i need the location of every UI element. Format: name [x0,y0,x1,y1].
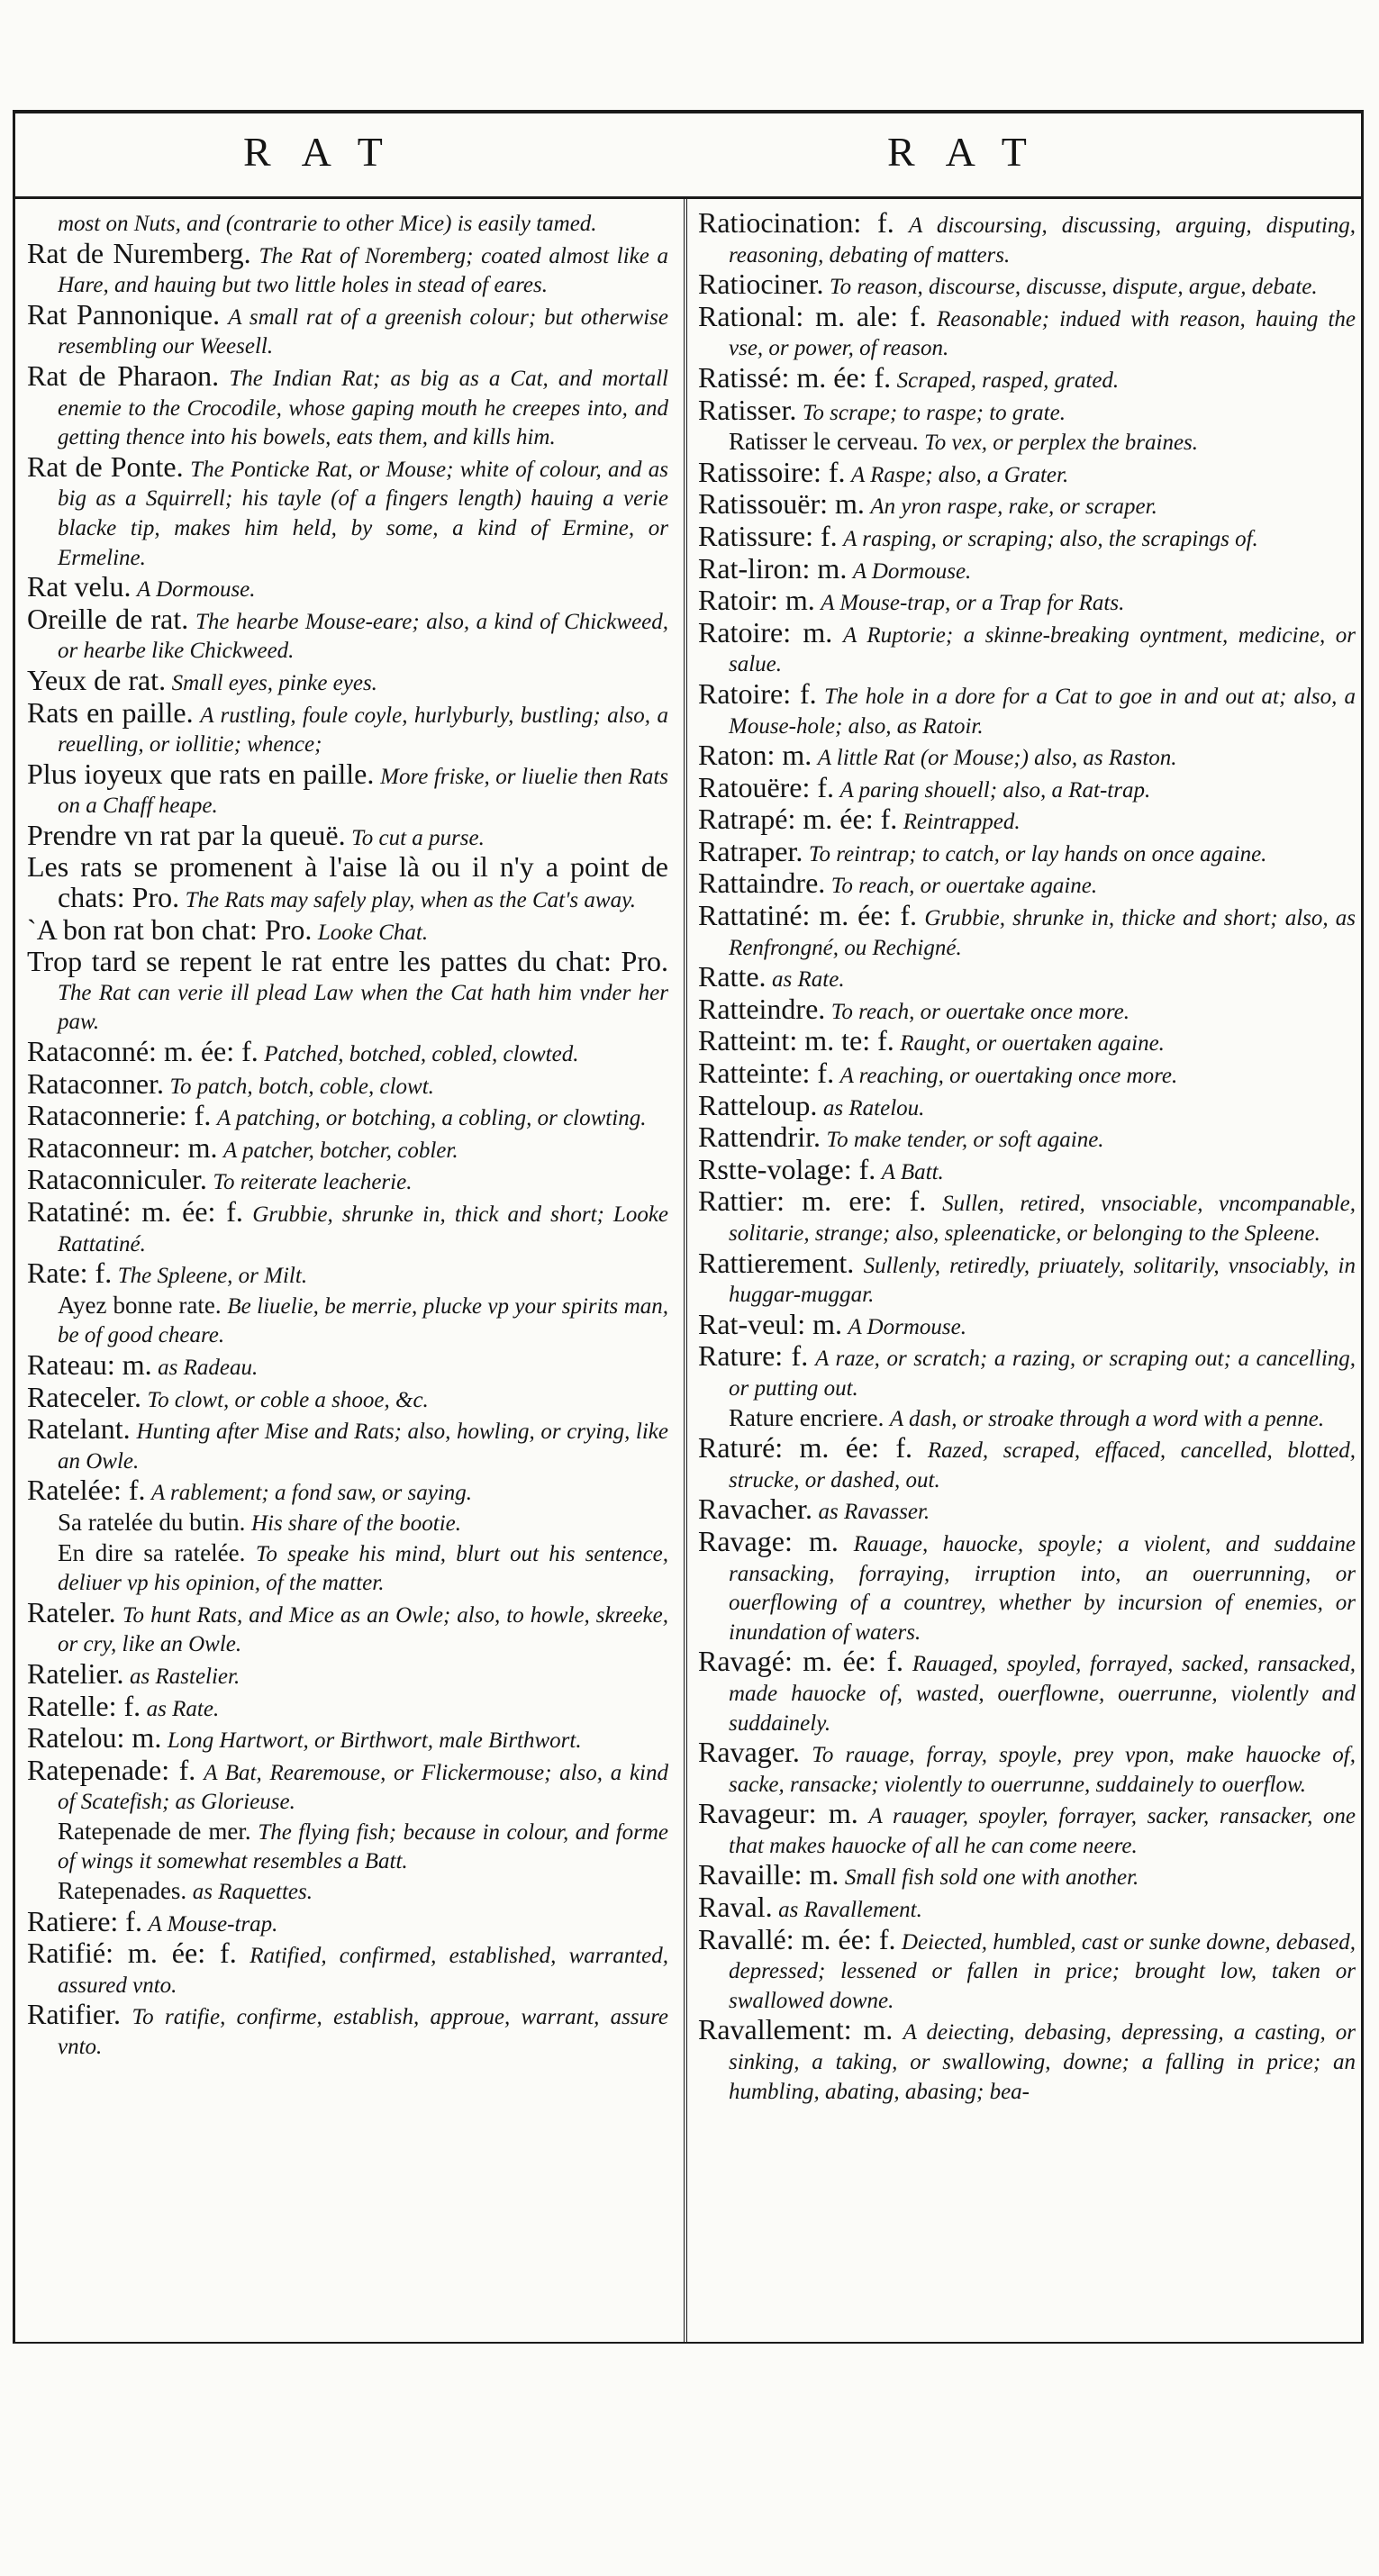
entry-headword: Ratifié: m. ée: f. [27,1937,237,1970]
entry-definition: Reasonable; indued with reason, hauing the vse, or power, of reason. [729,306,1356,361]
dictionary-entry [58,1539,668,1598]
entry-definition: as Rastelier. [130,1664,240,1689]
entry-headword: Rataconné: m. ée: f. [27,1035,259,1068]
entry-definition: Sullenly, retiredly, priuately, solitarily, vnsociably, in huggar-muggar. [729,1253,1356,1308]
entry-headword: Ratisser le cerveau. [729,428,919,456]
dictionary-entry [27,358,668,452]
dictionary-entry [698,1922,1356,2016]
dictionary-entry [698,805,1356,837]
entry-definition: To make tender, or soft againe. [826,1128,1104,1153]
entry-headword: Ratteint: m. te: f. [698,1024,894,1057]
entry-definition: To reach, or ouertake once more. [830,999,1130,1024]
dictionary-entry [698,1524,1356,1646]
entry-definition: More friske, or liuelie then Rats on a Chaff heape. [58,764,668,819]
entry-headword: Ravacher. [698,1492,813,1526]
dictionary-entry [729,1404,1356,1434]
entry-definition: A patcher, botcher, cobler. [222,1138,458,1163]
entry-headword: Rstte-volage: f. [698,1152,876,1185]
entry-definition: A rauager, spoyler, forrayer, sacker, ransacker, one that makes hauocke of all he can come neere. [729,1804,1356,1858]
dictionary-entry [27,1689,668,1724]
dictionary-entry [698,1059,1356,1091]
entry-headword: Rataconniculer. [27,1163,207,1196]
entry-definition: To clowt, or coble a shooe, &c. [147,1387,429,1412]
entry-definition: as Rate. [772,967,845,993]
dictionary-entry [698,992,1356,1027]
entry-definition: A Mouse-trap. [148,1911,278,1937]
entry-headword: Ratteindre. [698,992,826,1025]
entry-definition: as Ravallement. [778,1898,922,1923]
header-right-word: RAT [887,129,1057,175]
entry-headword: Ravagé: m. ée: f. [698,1645,903,1678]
entry-headword: Ratte. [698,960,767,993]
entry-definition: To vex, or perplex the braines. [924,431,1199,456]
entry-definition: To reason, discourse, discusse, dispute, argue, debate. [830,275,1318,300]
dictionary-entry [698,1339,1356,1402]
dictionary-entry [698,270,1356,302]
dictionary-entry [27,1066,668,1102]
entry-headword: `A bon rat bon chat: Pro. [27,912,313,946]
dictionary-entry [27,1195,668,1258]
entry-headword: Ratelou: m. [27,1721,162,1755]
entry-headword: Oreille de rat. [27,602,189,635]
entry-definition: To reintrap; to catch, or lay hands on once againe. [808,841,1267,866]
entry-headword: Rat-liron: m. [698,551,848,585]
entry-definition: A small rat of a greenish colour; but otherwise resembling our Weesell. [58,304,668,359]
entry-definition: His share of the bootie. [250,1510,462,1536]
entry-headword: Rature encriere. [729,1403,885,1431]
dictionary-entry [27,850,668,914]
entry-definition: The Rat can verie ill plead Law when the Cat hath him vnder her paw. [58,980,668,1035]
dictionary-entry [27,1656,668,1692]
dictionary-entry [698,1246,1356,1310]
dictionary-entry [27,1753,668,1817]
dictionary-entry [27,1476,668,1508]
dictionary-entry [698,299,1356,363]
entry-headword: Trop tard se repent le rat entre les pattes du chat: Pro. [27,945,668,978]
entry-definition: To cut a purse. [351,825,485,850]
entry-headword: Ratisser. [698,393,797,426]
entry-headword: Ratissé: m. ée: f. [698,360,892,394]
entry-headword: Ratiere: f. [27,1904,142,1937]
entry-definition: The flying fish; because in colour, and forme of wings it somewhat resembles a Batt. [58,1819,668,1874]
entry-headword: Ratraper. [698,834,803,867]
entry-definition: Deiected, humbled, cast or sunke downe, debased, depressed; lessened or fallen in price; brought low, taken or swallowed downe. [729,1929,1356,2013]
entry-definition: Be liuelie, be merrie, plucke vp your spirits man, be of good cheare. [58,1293,668,1348]
entry-definition: Small eyes, pinke eyes. [171,670,377,695]
entry-definition: The Ponticke Rat, or Mouse; white of colour, and as big as a Squirrell; his tayle (of a fingers length) hauing a verie blacke tip, makes him held, by some, a kind of Ermine, or Ermeline. [58,457,668,570]
entry-headword: Ratepenade: f. [27,1753,196,1786]
entry-definition: A Dormouse. [137,577,256,603]
dictionary-entry [27,209,668,239]
entry-headword: Ayez bonne rate. [58,1291,222,1319]
entry-headword: Raval. [698,1891,773,1924]
entry-headword: Rational: m. ale: f. [698,299,927,332]
entry-headword: Ratoire: f. [698,676,817,710]
dictionary-entry [27,570,668,604]
dictionary-entry [698,741,1356,773]
entry-definition: A Mouse-trap, or a Trap for Rats. [821,591,1125,616]
entry-headword: Ratepenade de mer. [58,1817,251,1845]
entry-definition: The Rats may safely play, when as the Cat's away. [185,888,637,913]
entry-definition: Rauaged, spoyled, forrayed, sacked, ransacked, made hauocke of, wasted, ouerflowne, ouerrunne, violently and suddainely. [729,1652,1356,1736]
entry-definition: A rustling, foule coyle, hurlyburly, bustling; also, a reuelling, or iollitie; whence; [58,703,668,757]
entry-headword: Rat velu. [27,570,132,603]
dictionary-entry [27,449,668,572]
dictionary-entry [27,1347,668,1383]
entry-definition: Sullen, retired, vnsociable, vncompanable, solitarie, strange; also, spleenaticke, or belonging to the Spleene. [729,1192,1356,1246]
entry-definition: A discoursing, discussing, arguing, disputing, reasoning, debating of matters. [729,213,1356,268]
entry-definition: as Raquettes. [192,1880,313,1905]
dictionary-entry [698,393,1356,428]
entry-headword: Ratepenades. [58,1877,187,1905]
dictionary-entry [698,1893,1356,1925]
entry-headword: Rateler. [27,1595,116,1628]
dictionary-entry [27,912,668,948]
entry-headword: Rats en paille. [27,695,194,729]
entry-definition: The hearbe Mouse-eare; also, a kind of Chickweed, or hearbe like Chickweed. [58,609,668,664]
left-column [27,209,668,2335]
entry-definition: Raught, or ouertaken againe. [900,1031,1165,1057]
header-rule [13,196,1364,199]
entry-headword: Rate: f. [27,1256,113,1290]
entry-definition: A rasping, or scraping; also, the scrapings of. [843,526,1258,551]
dictionary-entry [27,1939,668,2000]
entry-headword: Ratelier. [27,1656,124,1690]
entry-headword: Ratelle: f. [27,1689,141,1722]
entry-definition: To ratifie, confirme, establish, approue, warrant, assure vnto. [58,2005,668,2060]
right-column [698,209,1356,2335]
entry-headword: Rattatiné: m. ée: f. [698,899,917,932]
entry-headword: Ravager. [698,1736,800,1769]
entry-definition: The Rat of Noremberg; coated almost like a Hare, and hauing but two little holes in stead of eares. [58,243,668,298]
dictionary-entry [27,1721,668,1755]
entry-definition: A patching, or botching, a cobling, or clowting. [216,1106,647,1131]
entry-definition: Long Hartwort, or Birthwort, male Birthwort. [167,1728,582,1754]
dictionary-entry [27,1412,668,1475]
entry-definition: Small fish sold one with another. [844,1865,1139,1891]
entry-definition: Reintrapped. [903,810,1021,835]
entry-headword: Ratiocination: f. [698,209,894,239]
entry-headword: Rattaindre. [698,866,826,900]
entry-headword: Rat de Ponte. [27,449,184,483]
entry-definition: as Rate. [146,1696,220,1721]
dictionary-entry [698,1152,1356,1187]
entry-definition: To reiterate leacherie. [213,1170,413,1195]
dictionary-entry [698,360,1356,395]
dictionary-entry [27,1163,668,1197]
dictionary-entry [698,960,1356,994]
dictionary-entry [698,676,1356,740]
entry-definition: A Dormouse. [848,1314,966,1339]
dictionary-entry [27,602,668,666]
entry-headword: Ratatiné: m. ée: f. [27,1195,243,1228]
entry-definition: A rablement; a fond saw, or saying. [150,1481,472,1506]
entry-headword: Raton: m. [698,739,812,772]
dictionary-entry [698,1307,1356,1342]
entry-headword: Les rats se promenent à l'aise là ou il n'y a point de chats: Pro. [27,850,668,914]
dictionary-entry [27,1035,668,1069]
entry-definition: To hunt Rats, and Mice as an Owle; also, to howle, skreeke, or cry, like an Owle. [58,1602,668,1657]
dictionary-entry [698,1858,1356,1892]
dictionary-entry [698,1738,1356,1799]
dictionary-entry [698,1647,1356,1737]
entry-headword: Rataconner. [27,1066,164,1100]
entry-definition: Grubbie, shrunke in, thick and short; Looke Rattatiné. [58,1202,668,1256]
dictionary-entry [698,834,1356,869]
dictionary-entry [698,615,1356,679]
entry-definition: A Batt. [881,1159,944,1184]
entry-headword: Rat-veul: m. [698,1307,842,1340]
dictionary-entry [27,1099,668,1133]
dictionary-entry [698,899,1356,962]
entry-definition: To reach, or ouertake againe. [830,874,1098,899]
entry-headword: Plus ioyeux que rats en paille. [27,757,375,790]
entry-headword: Rateau: m. [27,1347,152,1381]
dictionary-entry [698,1184,1356,1247]
dictionary-entry [27,695,668,759]
dictionary-entry [58,1818,668,1876]
dictionary-entry [698,2013,1356,2106]
entry-headword: Ratoire: m. [698,615,833,649]
dictionary-entry [698,455,1356,490]
entry-definition: A paring shouell; also, a Rat-trap. [839,777,1151,803]
entry-headword: Yeux de rat. [27,663,167,696]
dictionary-entry [27,2000,668,2061]
entry-definition: The Spleene, or Milt. [117,1264,308,1289]
entry-headword: Ratifier. [27,1998,121,2031]
dictionary-entry [58,1292,668,1350]
dictionary-entry [698,770,1356,805]
dictionary-entry [27,1130,668,1166]
entry-headword: Rat de Pharaon. [27,358,220,392]
dictionary-entry [698,519,1356,554]
entry-headword: Ratteloup. [698,1088,818,1121]
entry-definition: Ratified, confirmed, established, warranted, assured vnto. [58,1944,668,1998]
entry-definition: A little Rat (or Mouse;) also, as Raston. [817,746,1177,771]
entry-definition: as Ratelou. [822,1095,925,1120]
entry-headword: Rat Pannonique. [27,297,221,331]
entry-headword: Raturé: m. ée: f. [698,1431,912,1465]
entry-headword: Rateceler. [27,1380,142,1413]
entry-headword: Rat de Nuremberg. [27,236,251,269]
dictionary-entry [729,428,1356,458]
entry-definition: To scrape; to raspe; to grate. [802,400,1066,425]
entry-headword: Ratelée: f. [27,1474,146,1507]
dictionary-entry [698,1120,1356,1155]
entry-definition: A raze, or scratch; a razing, or scraping out; a cancelling, or putting out. [729,1347,1356,1401]
entry-definition: Grubbie, shrunke in, thicke and short; also, as Renfrongné, ou Rechigné. [729,906,1356,960]
entry-headword: Sa ratelée du butin. [58,1508,246,1536]
dictionary-entry [27,1256,668,1291]
entry-headword: Ratouëre: f. [698,770,835,803]
dictionary-entry [58,1509,668,1538]
entry-definition: A reaching, or ouertaking once more. [839,1064,1178,1089]
entry-definition: To speake his mind, blurt out his sentence, deliuer vp his opinion, of the matter. [58,1541,668,1596]
dictionary-entry [27,663,668,698]
dictionary-entry [58,1877,668,1907]
entry-definition: Looke Chat. [317,920,429,945]
entry-definition: Rauage, hauocke, spoyle; a violent, and suddaine ransacking, forraying, irruption into, an ouerrunning, or ouerflowing of a countrey, whether by incursion of enemies, or inundation of waters. [729,1531,1356,1645]
dictionary-entry [27,1904,668,1939]
entry-headword: Ratissoire: f. [698,455,846,488]
entry-headword: Ratissouër: m. [698,487,865,521]
dictionary-entry [698,1492,1356,1527]
dictionary-entry [698,1431,1356,1494]
entry-headword: Ravage: m. [698,1524,839,1557]
dictionary-entry [27,1380,668,1415]
entry-definition: as Radeau. [158,1355,259,1380]
entry-definition: A Dormouse. [852,558,972,584]
entry-definition: A dash, or stroake through a word with a penne. [889,1406,1325,1431]
entry-definition: most on Nuts, and (contrarie to other Mice) is easily tamed. [58,212,597,236]
entry-headword: Ratrapé: m. ée: f. [698,803,898,836]
entry-definition: A Raspe; also, a Grater. [851,462,1069,487]
dictionary-entry [698,1024,1356,1058]
entry-headword: Rattendrir. [698,1120,821,1154]
entry-headword: Ratoir: m. [698,584,815,617]
entry-definition: Patched, botched, cobled, clowted. [264,1042,579,1067]
entry-headword: Rattierement. [698,1246,855,1279]
dictionary-entry [27,1595,668,1659]
entry-headword: Rataconneur: m. [27,1130,218,1164]
column-divider [684,196,687,2344]
entry-definition: To rauage, forray, spoyle, prey vpon, make hauocke of, sacke, ransacke; violently to ouerrunne, suddainely to ouerflow. [729,1743,1356,1797]
entry-definition: To patch, botch, coble, clowt. [169,1074,434,1099]
entry-headword: Rature: f. [698,1339,809,1373]
dictionary-entry [698,866,1356,901]
entry-headword: Ravaille: m. [698,1858,839,1891]
entry-headword: Ravageur: m. [698,1797,858,1830]
entry-definition: A Bat, Rearemouse, or Flickermouse; also, a kind of Scatefish; as Glorieuse. [58,1760,668,1815]
dictionary-entry [698,586,1356,618]
dictionary-entry [27,297,668,361]
entry-definition: The Indian Rat; as big as a Cat, and mortall enemie to the Crocodile, whose gaping mouth he creepes into, and getting thence into his bowels, eats them, and kills him. [58,366,668,450]
entry-definition: Hunting after Mise and Rats; also, howling, or crying, like an Owle. [58,1420,668,1474]
entry-headword: Prendre vn rat par la queuë. [27,818,346,851]
entry-definition: A Ruptorie; a skinne-breaking oyntment, medicine, or salue. [729,622,1356,677]
entry-headword: Ratteinte: f. [698,1057,835,1090]
entry-headword: Ratelant. [27,1412,131,1446]
header-left-word: RAT [243,129,413,175]
dictionary-entry [27,818,668,853]
dictionary-entry [698,1088,1356,1123]
dictionary-entry [698,209,1356,269]
entry-headword: Ratissure: f. [698,519,838,552]
entry-definition: Scraped, rasped, grated. [896,367,1120,393]
entry-definition: Razed, scraped, effaced, cancelled, blotted, strucke, or dashed, out. [729,1438,1356,1492]
dictionary-entry [27,236,668,300]
entry-definition: A deiecting, debasing, depressing, a casting, or sinking, a taking, or swallowing, downe; a falling in price; an humbling, abating, abasing; bea- [729,2020,1356,2104]
entry-headword: Ratiociner. [698,268,824,301]
dictionary-entry [698,551,1356,586]
dictionary-entry [27,757,668,821]
entry-headword: En dire sa ratelée. [58,1538,246,1566]
dictionary-entry [698,487,1356,522]
dictionary-entry [698,1797,1356,1860]
entry-definition: The hole in a dore for a Cat to goe in and out at; also, a Mouse-hole; also, as Ratoir. [729,684,1356,739]
entry-headword: Ravallement: m. [698,2013,894,2046]
dictionary-entry [27,945,668,1037]
entry-definition: An yron raspe, rake, or scraper. [870,494,1157,520]
entry-headword: Rattier: m. ere: f. [698,1184,927,1218]
entry-headword: Rataconnerie: f. [27,1099,212,1132]
entry-headword: Ravallé: m. ée: f. [698,1922,896,1955]
entry-definition: as Ravasser. [818,1500,930,1525]
